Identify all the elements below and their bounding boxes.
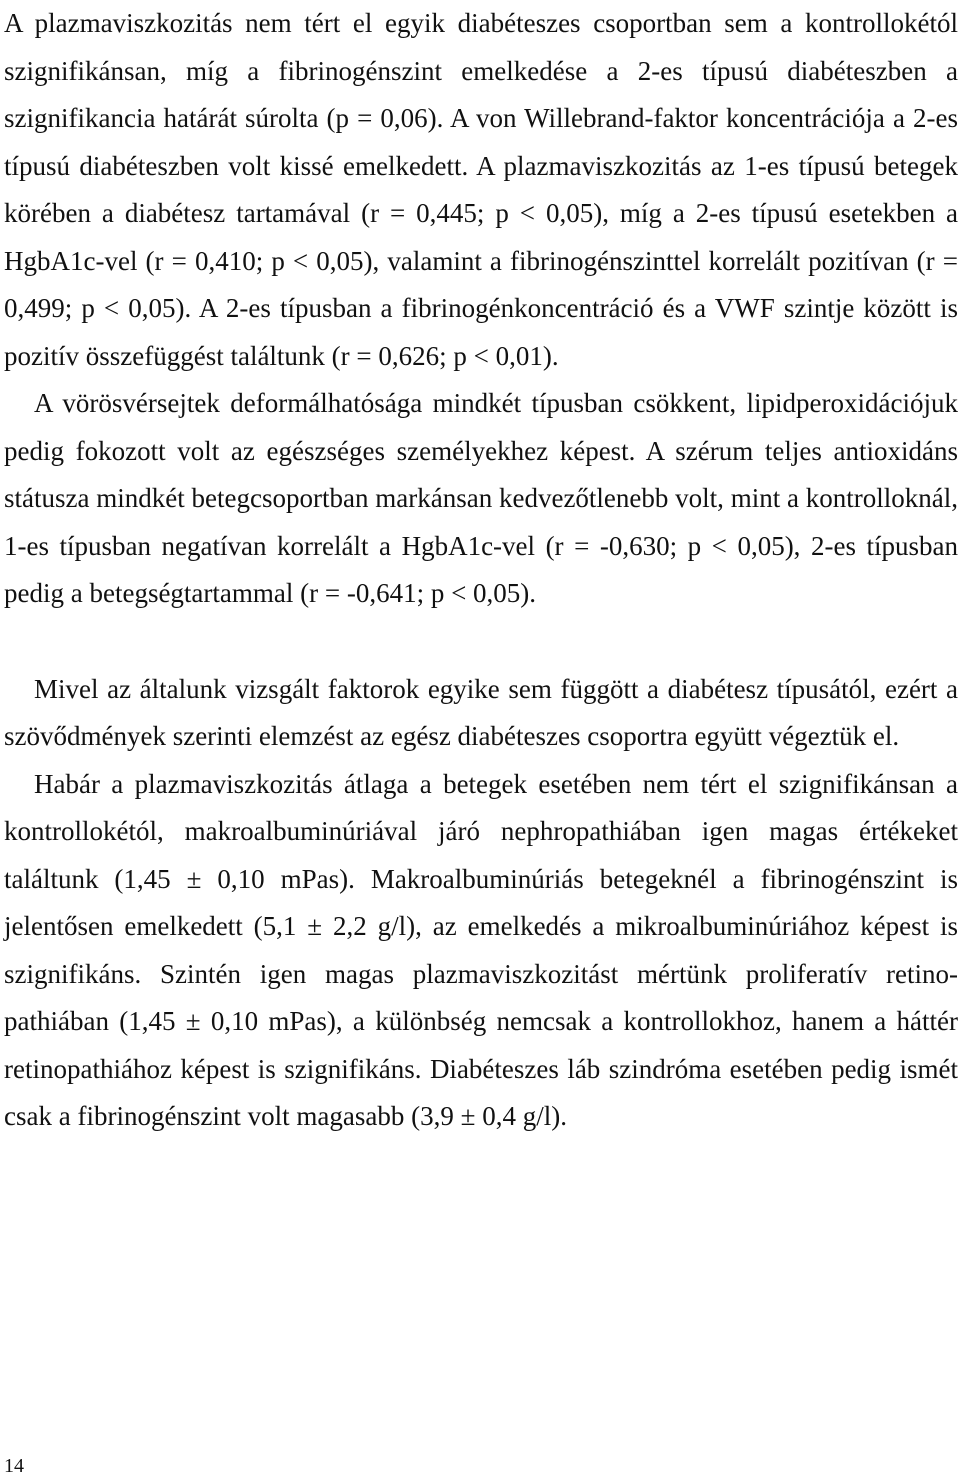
paragraph-combined-analysis: Mivel az általunk vizsgált faktorok egyike sem függött a diabétesz típusától, ezért a szövődmények szerinti elemzést az egész diabéteszes csoportra együtt végeztük el. xyxy=(4,673,958,751)
paragraph-erythrocyte-results: A vörösvérsejtek deformálhatósága mindkét típusban csökkent, lipidperoxidációjuk pedig fokozott volt az egészséges személyekhez képest. A szérum teljes antioxidáns státusza mindkét betegcsoportban markánsan kedvezőtlenebb volt, mint a kontrolloknál, 1-es típusban negatívan korrelált a HgbA1c-vel (r = -0,630; p < 0,05), 2-es típusban pedig a betegségtartammal (r = -0,641; p < 0,05). xyxy=(4,388,958,608)
paragraph-viscosity-results: A plazmaviszkozitás nem tért el egyik diabéteszes csoportban sem a kontrollokétól szignifikánsan, míg a fibrinogénszint emelkedése a 2-es típusú diabéteszben a szignifikancia határát súrolta (p = 0,06). A von Willebrand-faktor koncentrációja a 2-es típusú diabéteszben volt kissé emelkedett. A plazmaviszkozitás az 1-es típusú betegek körében a diabétesz tartamával (r = 0,445; p < 0,05), míg a 2-es típusú esetekben a HgbA1c-vel (r = 0,410; p < 0,05), valamint a fibrinogénszinttel korrelált pozitívan (r = 0,499; p < 0,05). A 2-es típusban a fibrinogénkoncentráció és a VWF szintje között is pozitív összefüggést találtunk (r = 0,626; p < 0,01). xyxy=(4,8,958,371)
paragraph-complication-results: Habár a plazmaviszkozitás átlaga a betegek esetében nem tért el szignifikánsan a kontrollokétól, makroalbuminúriával járó nephropathiában igen magas értékeket találtunk (1,45 ± 0,10 mPas). Makroalbuminúriás betegeknél a fibrinogénszint is jelentősen emelkedett (5,1 ± 2,2 g/l), az emelkedés a mikroalbuminúriához képest is szignifikáns. Szintén igen magas plazmaviszkozitást mértünk proliferatív retinopathiában (1,45 ± 0,10 mPas), a különbség nemcsak a kontrollokhoz, hanem a háttér retinopathiához képest is szignifikáns. Diabéteszes láb szindróma esetében pedig ismét csak a fibrinogénszint volt magasabb (3,9 ± 0,4 g/l). xyxy=(4,768,958,1131)
body-text xyxy=(4,0,958,1141)
page-number: 14 xyxy=(4,1455,24,1477)
